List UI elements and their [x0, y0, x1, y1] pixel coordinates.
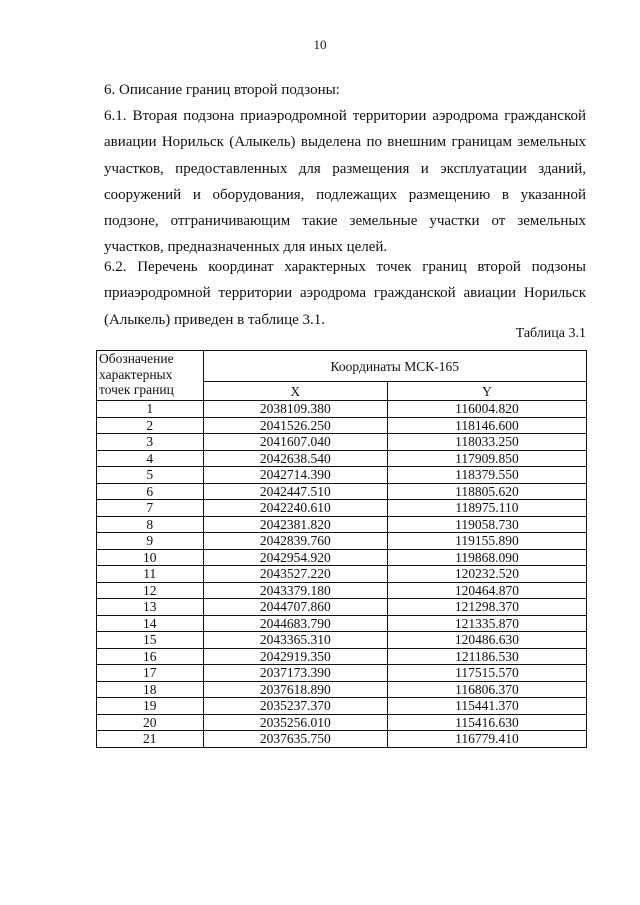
table-row [97, 665, 587, 682]
point-number-cell: 16 [97, 648, 204, 665]
paragraph-6-1-text: 6.1. Вторая подзона приаэродромной территории аэродрома гражданской авиации Норильск (Алыкель) выделена по внешним границам земельных участков, предоставленных для размещения и эксплуатации зданий, сооружений и оборудования, подлежащих размещению в указанной подзоне, отграничивающим такие земельные участки от земельных участков, предназначенных для иных целей. [104, 108, 586, 256]
y-coordinate-cell: 119058.730 [387, 516, 586, 533]
table-row [97, 681, 587, 698]
x-coordinate-cell: 2044683.790 [203, 615, 387, 632]
x-coordinate-cell: 2037635.750 [203, 731, 387, 748]
x-coordinate-cell: 2041526.250 [203, 417, 387, 434]
point-number-cell: 2 [97, 417, 204, 434]
point-number-cell: 15 [97, 632, 204, 649]
point-number-cell: 1 [97, 401, 204, 418]
table-row [97, 467, 587, 484]
table-row [97, 533, 587, 550]
x-coordinate-cell: 2044707.860 [203, 599, 387, 616]
section-heading: 6. Описание границ второй подзоны: [104, 82, 340, 98]
y-coordinate-cell: 117909.850 [387, 450, 586, 467]
point-number-cell: 18 [97, 681, 204, 698]
x-coordinate-cell: 2038109.380 [203, 401, 387, 418]
y-coordinate-cell: 121335.870 [387, 615, 586, 632]
x-coordinate-cell: 2042240.610 [203, 500, 387, 517]
table-row [97, 417, 587, 434]
table-row [97, 434, 587, 451]
point-number-cell: 10 [97, 549, 204, 566]
x-coordinate-cell: 2043527.220 [203, 566, 387, 583]
table-row [97, 516, 587, 533]
y-coordinate-cell: 116004.820 [387, 401, 586, 418]
y-coordinate-cell: 120486.630 [387, 632, 586, 649]
y-coordinate-cell: 120464.870 [387, 582, 586, 599]
point-number-cell: 3 [97, 434, 204, 451]
y-coordinate-cell: 118379.550 [387, 467, 586, 484]
column-header-x: X [203, 382, 387, 401]
paragraph-6-1 [104, 103, 586, 261]
x-coordinate-cell: 2041607.040 [203, 434, 387, 451]
point-number-cell: 11 [97, 566, 204, 583]
paragraph-6-2 [104, 254, 586, 333]
table-row [97, 648, 587, 665]
y-coordinate-cell: 118033.250 [387, 434, 586, 451]
point-number-cell: 6 [97, 483, 204, 500]
y-coordinate-cell: 118805.620 [387, 483, 586, 500]
point-number-cell: 20 [97, 714, 204, 731]
column-header-coordinates: Координаты МСК-165 [203, 351, 586, 382]
point-number-cell: 9 [97, 533, 204, 550]
x-coordinate-cell: 2037173.390 [203, 665, 387, 682]
point-number-cell: 7 [97, 500, 204, 517]
table-row [97, 566, 587, 583]
point-number-cell: 21 [97, 731, 204, 748]
y-coordinate-cell: 117515.570 [387, 665, 586, 682]
x-coordinate-cell: 2042919.350 [203, 648, 387, 665]
y-coordinate-cell: 118975.110 [387, 500, 586, 517]
table-caption: Таблица 3.1 [515, 326, 586, 341]
table-row [97, 549, 587, 566]
point-number-cell: 13 [97, 599, 204, 616]
table-row [97, 599, 587, 616]
x-coordinate-cell: 2037618.890 [203, 681, 387, 698]
y-coordinate-cell: 119155.890 [387, 533, 586, 550]
y-coordinate-cell: 116779.410 [387, 731, 586, 748]
point-number-cell: 12 [97, 582, 204, 599]
x-coordinate-cell: 2043365.310 [203, 632, 387, 649]
y-coordinate-cell: 119868.090 [387, 549, 586, 566]
x-coordinate-cell: 2035237.370 [203, 698, 387, 715]
y-coordinate-cell: 121186.530 [387, 648, 586, 665]
table-row [97, 401, 587, 418]
point-number-cell: 14 [97, 615, 204, 632]
paragraph-6-2-text: 6.2. Перечень координат характерных точек границ второй подзоны приаэродромной территории аэродрома гражданской авиации Норильск (Алыкель) приведен в таблице 3.1. [104, 259, 586, 328]
x-coordinate-cell: 2042447.510 [203, 483, 387, 500]
table-row [97, 632, 587, 649]
x-coordinate-cell: 2042381.820 [203, 516, 387, 533]
table-row [97, 582, 587, 599]
point-number-cell: 5 [97, 467, 204, 484]
x-coordinate-cell: 2042638.540 [203, 450, 387, 467]
page-number: 10 [313, 37, 327, 52]
y-coordinate-cell: 118146.600 [387, 417, 586, 434]
column-header-point-label: Обозначение характерных точек границ [97, 351, 204, 401]
table-row [97, 450, 587, 467]
table-row [97, 698, 587, 715]
column-header-y: Y [387, 382, 586, 401]
table-row [97, 500, 587, 517]
table-row [97, 731, 587, 748]
x-coordinate-cell: 2042954.920 [203, 549, 387, 566]
point-number-cell: 8 [97, 516, 204, 533]
table-row [97, 714, 587, 731]
x-coordinate-cell: 2042714.390 [203, 467, 387, 484]
y-coordinate-cell: 115416.630 [387, 714, 586, 731]
y-coordinate-cell: 115441.370 [387, 698, 586, 715]
table-row [97, 483, 587, 500]
table-row [97, 615, 587, 632]
coordinates-table [96, 350, 587, 748]
x-coordinate-cell: 2043379.180 [203, 582, 387, 599]
coordinates-table-body [97, 401, 587, 748]
point-number-cell: 4 [97, 450, 204, 467]
point-number-cell: 17 [97, 665, 204, 682]
x-coordinate-cell: 2042839.760 [203, 533, 387, 550]
point-number-cell: 19 [97, 698, 204, 715]
y-coordinate-cell: 116806.370 [387, 681, 586, 698]
y-coordinate-cell: 121298.370 [387, 599, 586, 616]
x-coordinate-cell: 2035256.010 [203, 714, 387, 731]
y-coordinate-cell: 120232.520 [387, 566, 586, 583]
